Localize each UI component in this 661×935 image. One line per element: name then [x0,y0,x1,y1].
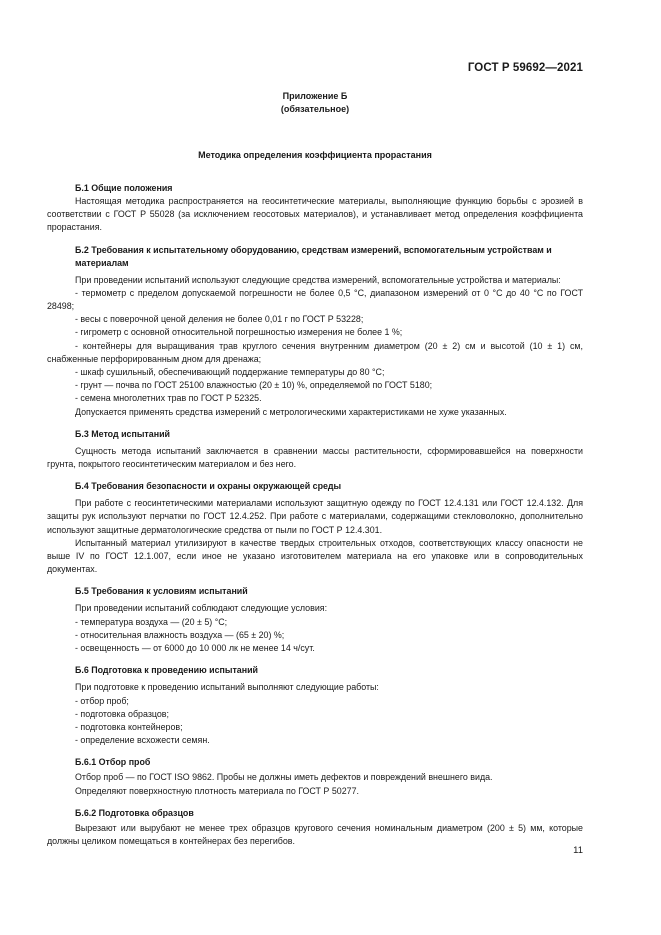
paragraph: Допускается применять средства измерений с метрологическими характеристиками не хуже указанных. [75,406,507,417]
paragraph: При проведении испытаний используют следующие средства измерений, вспомогательные устройства и материалы: [75,274,561,285]
section-heading: Б.6.2 Подготовка образцов [75,807,194,818]
section-b6 [47,664,583,747]
paragraph: Вырезают или вырубают не менее трех образцов кругового сечения номинальным диаметром (200 ± 5) мм, которые должны целиком помещаться в контейнерах без перегибов. [47,822,583,846]
method-title: Методика определения коэффициента прорастания [198,149,432,160]
section-b4 [47,480,583,576]
paragraph: Отбор проб — по ГОСТ ISO 9862. Пробы не должны иметь дефектов и повреждений внешнего вида. [75,772,493,783]
list-item: - температура воздуха — (20 ± 5) °С; [75,616,228,627]
section-heading: Б.3 Метод испытаний [75,428,170,439]
section-b1 [47,182,583,235]
paragraph: Сущность метода испытаний заключается в сравнении массы растительности, сформировавшейся на поверхности грунта, покрытого геосинтетическим материалом и без него. [47,445,583,470]
document-content [47,90,583,848]
standard-header: ГОСТ Р 59692—2021 [467,62,583,74]
list-item: - отбор проб; [75,695,129,706]
list-item: - шкаф сушильный, обеспечивающий поддержание температуры до 80 °С; [75,367,385,378]
page-number: 11 [573,845,583,856]
list-item: - гигрометр с основной относительной погрешностью измерения не более 1 %; [75,327,403,338]
list-item: - грунт — почва по ГОСТ 25100 влажностью (20 ± 10) %, определяемой по ГОСТ 5180; [75,380,433,391]
appendix-title: Приложение Б [282,91,348,101]
section-heading: Б.4 Требования безопасности и охраны окружающей среды [75,481,342,492]
list-item: - подготовка образцов; [75,708,169,719]
list-item: - освещенность — от 6000 до 10 000 лк не менее 14 ч/сут. [75,643,315,654]
list-item: - подготовка контейнеров; [75,721,183,732]
list [47,287,583,406]
section-b6-1 [47,756,583,797]
section-heading: Б.6 Подготовка к проведению испытаний [75,665,258,676]
list-item: - семена многолетних трав по ГОСТ Р 52325. [75,393,262,404]
paragraph: Настоящая методика распространяется на геосинтетические материалы, выполняющие функцию борьбы с эрозией в соответствии с ГОСТ Р 55028 (за исключением геосотовых материалов), и устанавливает метод определения коэффициента прорастания. [47,196,583,233]
section-heading: Б.1 Общие положения [75,183,173,194]
paragraph: При проведении испытаний соблюдают следующие условия: [75,603,328,614]
list-item: - термометр с пределом допускаемой погрешности не более 0,5 °С, диапазоном измерений от 0 °С до 40 °С по ГОСТ 28498; [47,287,583,312]
list [47,616,583,656]
section-b2 [47,244,583,419]
list-item: - определение всхожести семян. [75,735,210,746]
paragraph: При подготовке к проведению испытаний выполняют следующие работы: [75,682,379,693]
section-heading: Б.2 Требования к испытательному оборудованию, средствам измерений, вспомогательным устройствам и материалам [75,244,552,268]
list-item: - контейнеры для выращивания трав круглого сечения внутренним диаметром (20 ± 2) см и высотой (10 ± 1) см, снабженные перфорированным дном для дренажа; [47,340,583,364]
section-heading: Б.5 Требования к условиям испытаний [75,586,248,597]
paragraph: Определяют поверхностную плотность материала по ГОСТ Р 50277. [75,785,359,796]
section-b6-2 [47,807,583,848]
paragraph: Испытанный материал утилизируют в качестве твердых строительных отходов, соответствующих классу опасности не выше IV по ГОСТ 12.1.007, если иное не указано изготовителем материала на его упаковке или в сопроводительных документах. [47,537,583,575]
paragraph: При работе с геосинтетическими материалами используют защитную одежду по ГОСТ 12.4.131 или ГОСТ 12.4.132. Для защиты рук используют перчатки по ГОСТ 12.4.252. При работе с материалами, содержащими стекловолокно, дополнительно используют защитные дерматологические средства от пыли по ГОСТ Р 12.4.301. [47,498,583,535]
section-b3 [47,428,583,471]
list [47,695,583,748]
list-item: - относительная влажность воздуха — (65 ± 20) %; [75,629,285,640]
section-b5 [47,585,583,655]
appendix-status: (обязательное) [280,104,350,115]
section-heading: Б.6.1 Отбор проб [75,757,151,768]
list-item: - весы с поверочной ценой деления не более 0,01 г по ГОСТ Р 53228; [75,314,364,325]
